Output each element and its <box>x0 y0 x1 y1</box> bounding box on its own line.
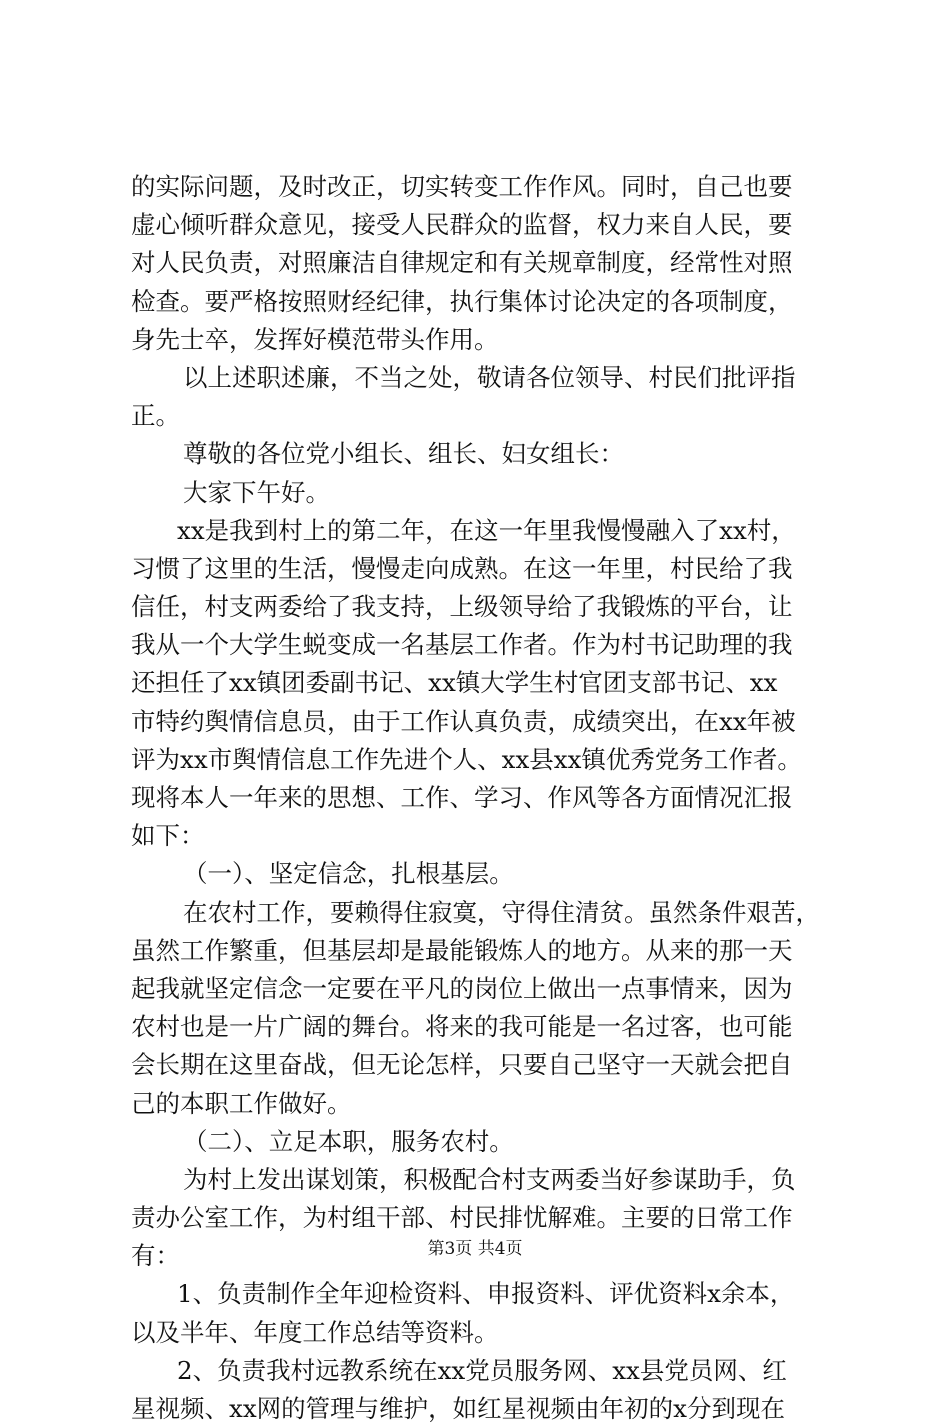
text-line: 责办公室工作，为村组干部、村民排忧解难。主要的日常工作 <box>131 1203 793 1233</box>
text-line: 如下： <box>131 821 205 851</box>
text-line: 对人民负责，对照廉洁自律规定和有关规章制度，经常性对照 <box>131 248 793 278</box>
text-line: 星视频、xx网的管理与维护，如红星视频由年初的x分到现在 <box>131 1394 785 1423</box>
page-footer: 第3页 共4页 <box>427 1239 523 1259</box>
text-line: 在农村工作，要赖得住寂寞，守得住清贫。虽然条件艰苦， <box>183 897 820 927</box>
text-line: 的实际问题，及时改正，切实转变工作作风。同时，自己也要 <box>131 172 793 201</box>
text-line: 信任，村支两委给了我支持，上级领导给了我锻炼的平台，让 <box>131 592 793 622</box>
text-line: 虚心倾听群众意见，接受人民群众的监督，权力来自人民，要 <box>131 210 793 240</box>
text-line: 虽然工作繁重，但基层却是最能锻炼人的地方。从来的那一天 <box>131 935 793 965</box>
text-line: 有： <box>131 1241 180 1271</box>
text-line: 以及半年、年度工作总结等资料。 <box>131 1317 499 1347</box>
text-line: 市特约舆情信息员，由于工作认真负责，成绩突出，在xx年被 <box>131 706 796 736</box>
text-line: 起我就坚定信念一定要在平凡的岗位上做出一点事情来，因为 <box>131 973 793 1003</box>
text-line: 农村也是一片广阔的舞台。将来的我可能是一名过客，也可能 <box>131 1012 793 1042</box>
text-line: 大家下午好。 <box>183 477 330 507</box>
text-line: 尊敬的各位党小组长、组长、妇女组长： <box>183 439 624 469</box>
text-line: 己的本职工作做好。 <box>131 1088 352 1118</box>
text-line: 还担任了xx镇团委副书记、xx镇大学生村官团支部书记、xx <box>131 668 778 698</box>
text-line: 我从一个大学生蜕变成一名基层工作者。作为村书记助理的我 <box>131 630 793 660</box>
text-line: 身先士卒，发挥好模范带头作用。 <box>131 324 499 354</box>
text-line: 1、负责制作全年迎检资料、申报资料、评优资料x余本， <box>177 1279 795 1309</box>
text-line: 2、负责我村远教系统在xx党员服务网、xx县党员网、红 <box>177 1355 787 1385</box>
text-line: 正。 <box>131 401 180 431</box>
text-line: 现将本人一年来的思想、工作、学习、作风等各方面情况汇报 <box>131 783 793 812</box>
text-line: 习惯了这里的生活，慢慢走向成熟。在这一年里，村民给了我 <box>131 553 793 583</box>
text-line: （二）、立足本职，服务农村。 <box>183 1126 514 1156</box>
text-line: 检查。要严格按照财经纪律，执行集体讨论决定的各项制度， <box>131 286 793 316</box>
text-line: 会长期在这里奋战，但无论怎样，只要自己坚守一天就会把自 <box>131 1050 793 1080</box>
text-line: 评为xx市舆情信息工作先进个人、xx县xx镇优秀党务工作者。 <box>131 744 802 774</box>
text-line: 以上述职述廉，不当之处，敬请各位领导、村民们批评指 <box>183 362 796 392</box>
text-line: 为村上发出谋划策，积极配合村支两委当好参谋助手，负 <box>183 1164 796 1194</box>
text-line: xx是我到村上的第二年，在这一年里我慢慢融入了xx村， <box>177 515 796 545</box>
text-line: （一）、坚定信念，扎根基层。 <box>183 859 514 889</box>
